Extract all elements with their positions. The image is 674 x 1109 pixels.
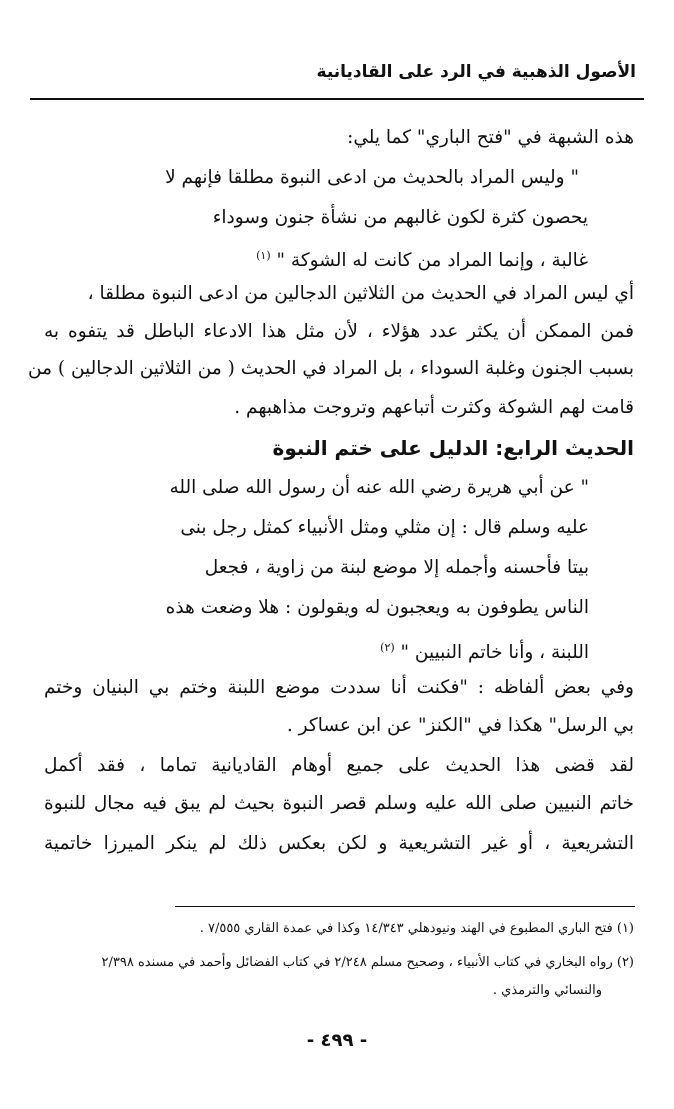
quote-line: يحصون كثرة لكون غالبهم من نشأة جنون وسوداء — [212, 207, 588, 228]
body-line: أي ليس المراد في الحديث من الثلاثين الدجالين من ادعى النبوة مطلقا ، — [87, 283, 634, 304]
header-rule — [30, 98, 644, 100]
footnote-ref: (١) — [256, 249, 271, 262]
quote-line: " وليس المراد بالحديث من ادعى النبوة مطلقا فإنهم لا — [165, 167, 579, 188]
quote-text: اللبنة ، وأنا خاتم النبيين " — [400, 642, 589, 664]
body-line: خاتم النبيين صلى الله عليه وسلم قصر النبوة بحيث لم يبق فيه مجال للنبوة — [44, 793, 634, 814]
quote-text: غالبة ، وإنما المراد من كانت له الشوكة " — [276, 250, 588, 272]
quote-line: " عن أبي هريرة رضي الله عنه أن رسول الله صلى الله — [169, 477, 589, 498]
body-line: قامت لهم الشوكة وكثرت أتباعهم وتروجت مذاهبهم . — [234, 397, 634, 418]
section-heading: الحديث الرابع: الدليل على ختم النبوة — [272, 436, 634, 460]
body-line: فمن الممكن أن يكثر عدد هؤلاء ، لأن مثل هذا الادعاء الباطل قد يتفوه به — [44, 321, 634, 342]
footnote-rule — [175, 906, 635, 907]
quote-line: عليه وسلم قال : إن مثلي ومثل الأنبياء كمثل رجل بنى — [180, 517, 589, 538]
quote-line — [256, 242, 588, 275]
page-number: - ٤٩٩ - — [306, 1030, 368, 1051]
running-header: الأصول الذهبية في الرد على القاديانية — [316, 62, 636, 82]
body-line: التشريعية ، أو غير التشريعية و لكن بعكس ذلك لم ينكر الميرزا خاتمية — [44, 833, 634, 854]
body-line: لقد قضى هذا الحديث على جميع أوهام القاديانية تماما ، فقد أكمل — [44, 755, 634, 776]
footnote: (١) فتح الباري المطبوع في الهند ونيودهلي ١٤/٣٤٣ وكذا في عمدة القاري ٧/٥٥٥ . — [199, 921, 634, 936]
footnote-ref: (٢) — [380, 641, 395, 654]
body-line: هذه الشبهة في "فتح الباري" كما يلي: — [347, 127, 634, 148]
footnote: (٢) رواه البخاري في كتاب الأنبياء ، وصحيح مسلم ٢/٢٤٨ في كتاب الفضائل وأحمد في مسنده ٢/٣٩٨ — [101, 955, 634, 970]
quote-line: الناس يطوفون به ويعجبون له ويقولون : هلا وضعت هذه — [165, 597, 589, 618]
footnote: والنسائي والترمذي . — [492, 983, 602, 998]
body-line: بسبب الجنون وغلبة السوداء ، بل المراد في الحديث ( من الثلاثين الدجالين ) من — [27, 358, 634, 379]
body-line: بي الرسل" هكذا في "الكنز" عن ابن عساكر . — [286, 715, 634, 736]
body-line: وفي بعض ألفاظه : "فكنت أنا سددت موضع اللبنة وختم بي البنيان وختم — [44, 677, 634, 698]
quote-line — [380, 634, 589, 667]
quote-line: بيتا فأحسنه وأجمله إلا موضع لبنة من زاوية ، فجعل — [204, 557, 589, 578]
